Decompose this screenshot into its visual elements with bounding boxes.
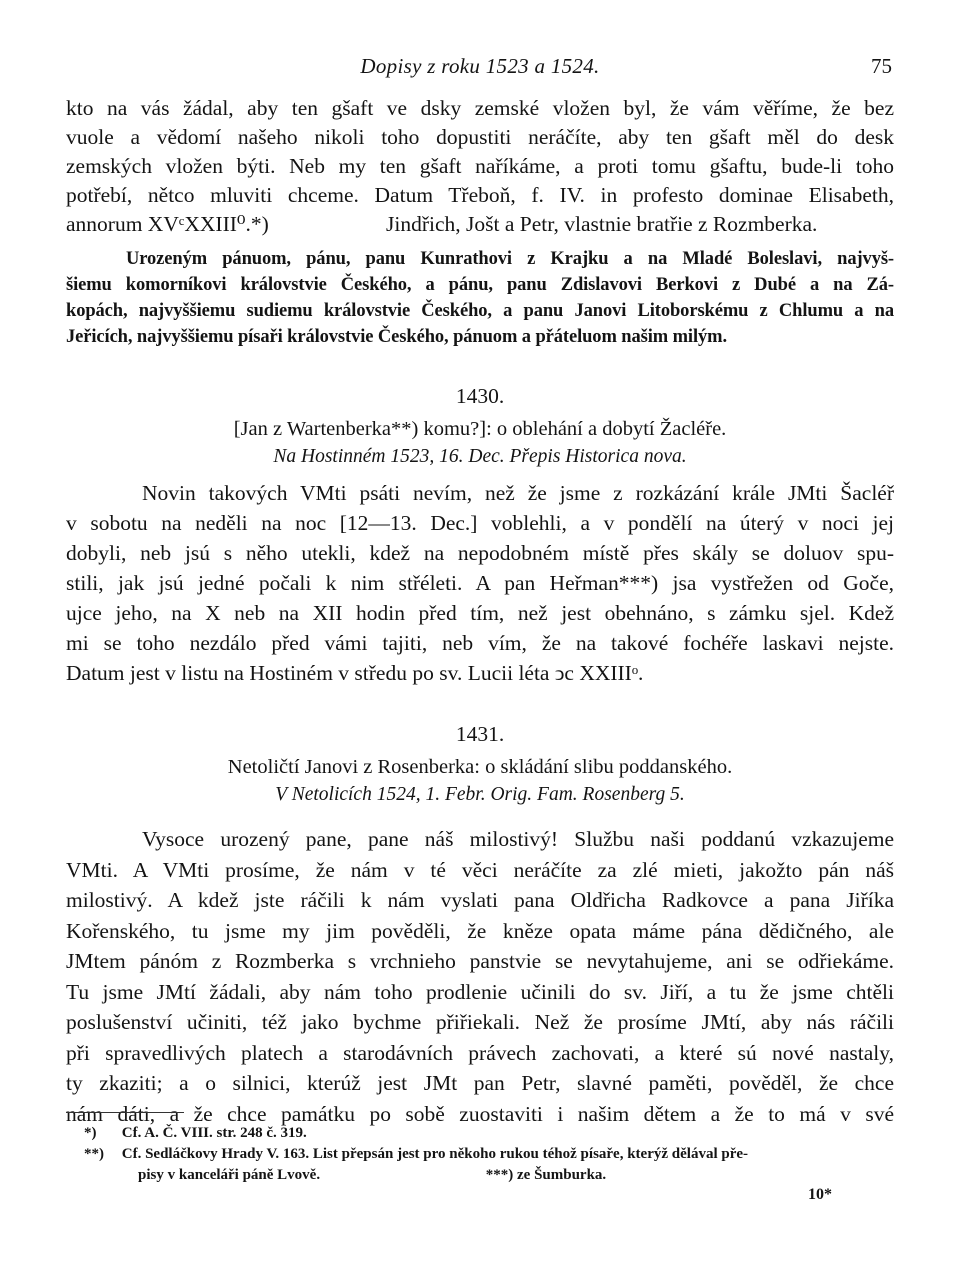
footnote-continuation: [66, 1165, 894, 1186]
text-line: JMtem pánóm z Rozmberka s vrchnieho panstvie se nevytahujeme, ani se odřiekáme.: [66, 949, 894, 973]
text-line: Vysoce urozený pane, pane náš milostivý! Službu naši poddanú vzkazujeme: [142, 827, 894, 851]
letter-number: 1430.: [455, 384, 505, 408]
text-line: Datum jest v listu na Hostiném v středu po sv. Lucii léta ͻc XXIIIᵒ.: [66, 661, 644, 685]
footnote-text: pisy v kanceláři páně Lvově.: [138, 1167, 321, 1183]
footnote-text: ze Šumburka.: [517, 1167, 607, 1183]
date-end: annorum XVᶜXXIII⁰.*): [66, 212, 269, 236]
address-line: Jeřicích, najvyššiemu písaři královstvie Českého, pánuom a přáteluom našim milým.: [66, 327, 727, 347]
text-line: poslušenství učiniti, též jako bychme přiřiekali. Než že prosíme JMtí, aby nás ráčili: [66, 1010, 894, 1034]
date-signature-row: [66, 210, 894, 239]
intro-paragraph: [66, 94, 894, 239]
letter-body: [66, 478, 894, 688]
text-line: mi se toho nezdálo před vámi tajiti, neb vím, že na takové fochéře laskavi nejste.: [66, 631, 894, 655]
text-line: ty zkaziti; a o silnici, kterúž jest JMt pan Petr, slavné paměti, pověděl, že chce: [66, 1071, 894, 1095]
text-line: ujce jeho, na X neb na XII hodin před tím, než jest obehnáno, s zámku sjel. Kdež: [66, 601, 894, 625]
letter-source: V Netolicích 1524, 1. Febr. Orig. Fam. Rosenberg 5.: [275, 784, 685, 805]
page-header: [66, 50, 894, 84]
signature: Jindřich, Jošt a Petr, vlastnie bratřie z Rozmberka.: [386, 212, 818, 236]
address-line: šiemu komorníkovi královstvie Českého, a pánu, panu Zdislavovi Berkovi z Dubé a na Zá-: [66, 275, 894, 295]
letter-body: [66, 824, 894, 1129]
footnote: **) Cf. Sedláčkovy Hrady V. 163. List přepsán jest pro někoho rukou téhož písaře, kterýž dělával pře-: [84, 1146, 749, 1162]
address: [66, 246, 894, 350]
text-line: potřebí, nětco mluviti chceme. Datum Třeboň, f. IV. in profesto dominae Elisabeth,: [66, 183, 894, 207]
address-line: Urozeným pánuom, pánu, panu Kunrathovi z Krajku a na Mladé Boleslavi, najvyš-: [126, 249, 894, 269]
text-line: dobyli, neb jsú s něho utekli, kdež na nepodobném místě přes skály se doluov spu-: [66, 541, 894, 565]
running-title: Dopisy z roku 1523 a 1524.: [360, 54, 600, 78]
footnote-rule: [66, 1112, 184, 1113]
text-line: stili, jak jsú jedné počali k nim střéleti. A pan Heřman***) jsa vystřežen od Goče,: [66, 571, 894, 595]
text-line: vuole a vědomí našeho nikoli toho dopustiti neráčíte, aby ten gšaft měl do desk: [66, 125, 894, 149]
text-line: kto na vás žádal, aby ten gšaft ve dsky zemské vložen byl, že vám věříme, že bez: [66, 96, 894, 120]
footnote-mark: ***): [485, 1167, 514, 1183]
text-line: při spravedlivých platech a starodávních právech zachovati, a které sú nové nastaly,: [66, 1040, 894, 1065]
text-line: Novin takových VMti psáti nevím, než že jsme z rozkázání krále JMti Šacléř: [142, 481, 894, 505]
footnote-text: Cf. Sedláčkovy Hrady V. 163. List přepsán jest pro někoho rukou téhož písaře, kterýž dělával pře-: [121, 1146, 749, 1162]
footnote-text: Cf. A. Č. VIII. str. 248 č. 319.: [121, 1125, 307, 1141]
page-number: 75: [871, 54, 892, 78]
signature-mark: 10*: [808, 1186, 832, 1203]
text-line: Kořenského, tu jsme my jim pověděli, že kněze opata máme pána dědičného, ale: [66, 918, 894, 943]
text-line: VMti. A VMti prosíme, že nám v té věci neráčíte za zlé mieti, jakožto pán náš: [66, 857, 894, 882]
text-line: milostivý. A kdež jste ráčili k nám vyslati pana Oldřicha Radkovce a pana Jiříka: [66, 888, 894, 912]
text-line: Tu jsme JMtí žádali, aby nám toho prodlenie učinili do sv. Jiří, a tu že jsme chtěli: [66, 979, 894, 1004]
address-line: kopách, najvyššiemu sudiemu královstvie Českého, a panu Janovi Litoborskému z Chlumu a na: [66, 301, 894, 321]
letter-source: Na Hostinném 1523, 16. Dec. Přepis Historica nova.: [273, 446, 687, 467]
footnote: *) Cf. A. Č. VIII. str. 248 č. 319.: [84, 1125, 307, 1141]
text-line: zemských vložen býti. Neb my ten gšaft naříkáme, a proti tomu gšaftu, bude-li toho: [66, 154, 894, 178]
letter-number: 1431.: [455, 722, 505, 746]
letter-title: Netoličtí Janovi z Rosenberka: o skládání slibu poddanského.: [227, 756, 733, 778]
text-line: v sobotu na neděli na noc [12—13. Dec.] voblehli, a v pondělí na úterý v noci jej: [66, 511, 894, 535]
page: [66, 50, 894, 1129]
text-line: nám dáti, a že chce památku po sobě zuostaviti i našim dětem a že to má v své: [66, 1101, 894, 1126]
letter-title: [Jan z Wartenberka**) komu?]: o oblehání a dobytí Žacléře.: [233, 418, 727, 440]
footnotes: [66, 1112, 894, 1186]
